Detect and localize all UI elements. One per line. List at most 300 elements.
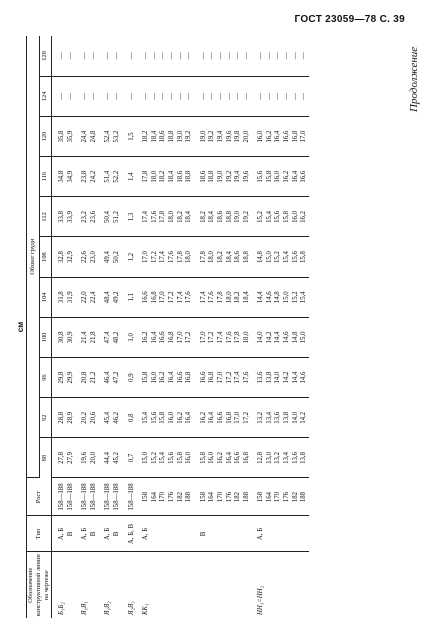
cell-value: 16,4 [150, 331, 158, 344]
cell-value: 15,6 [274, 210, 282, 223]
cell-value: 18,6 [176, 170, 184, 183]
cell-value: 49,2 [112, 291, 120, 304]
cell-value: — [234, 52, 242, 60]
value-cell [251, 277, 309, 317]
value-cell [194, 277, 252, 317]
cell-value: 16,8 [185, 371, 193, 384]
cell-value: 17,8 [234, 331, 242, 344]
cell-value: — [185, 52, 193, 60]
rost-value: 182 [176, 491, 184, 503]
cell-value: 19,4 [234, 170, 242, 183]
cell-value: 15,6 [167, 451, 175, 464]
cell-value: 48,4 [104, 291, 112, 304]
type-value: А, Б [257, 527, 265, 541]
cell-value: 1,4 [127, 172, 135, 181]
type-value: А, Б [142, 527, 150, 541]
cell-value: 17,0 [234, 411, 242, 424]
cell-value: 15,8 [142, 371, 150, 384]
value-cell [52, 76, 76, 116]
cell-value: 24,2 [89, 170, 97, 183]
rotated-table-container [16, 36, 408, 618]
row-type [75, 516, 98, 552]
cell-value: 16,0 [291, 210, 299, 223]
page-header: ГОСТ 23059—78 С. 39 [294, 14, 405, 25]
rost-value: 170 [216, 491, 224, 503]
row-type [52, 516, 76, 552]
cell-value: 14,4 [274, 331, 282, 344]
rost-value: 158—188 [58, 483, 65, 511]
cell-value: 18,8 [185, 170, 193, 183]
cell-value: 16,6 [176, 371, 184, 384]
cell-value: 50,4 [104, 210, 112, 223]
cell-value: 18,4 [167, 170, 175, 183]
value-cell [194, 36, 252, 76]
cell-value: — [150, 52, 158, 60]
row-rost [194, 478, 252, 516]
cell-value: 17,0 [300, 130, 308, 143]
cell-value: 18,4 [150, 130, 158, 143]
cell-value: 17,4 [142, 210, 150, 223]
value-cell [122, 237, 137, 277]
value-cell [122, 157, 137, 197]
row-type [122, 516, 137, 552]
value-cell [194, 357, 252, 397]
type-value: А, Б [58, 527, 65, 541]
cell-value: 16,0 [274, 170, 282, 183]
value-cell [98, 36, 121, 76]
rost-value: 164 [265, 491, 273, 503]
cell-value: 18,4 [242, 291, 250, 304]
cell-value: 16,0 [150, 371, 158, 384]
cell-value: 15,6 [257, 170, 265, 183]
table-row [136, 36, 194, 618]
value-cell [194, 438, 252, 478]
cell-value: 16,8 [291, 130, 299, 143]
value-cell [251, 438, 309, 478]
table-row [52, 36, 76, 618]
table-row [194, 36, 252, 618]
row-rost [122, 478, 137, 516]
value-cell [98, 277, 121, 317]
cell-value: 15,0 [265, 251, 273, 264]
cell-value: — [185, 92, 193, 100]
cell-value: 18,0 [150, 170, 158, 183]
cell-value: — [167, 52, 175, 60]
cell-value: 13,4 [265, 411, 273, 424]
cell-value: 13,4 [283, 451, 291, 464]
cell-value: 27,9 [66, 451, 74, 464]
cell-value: 23,8 [81, 170, 89, 183]
cell-value: 17,6 [185, 291, 193, 304]
header-girth-124: 124 [39, 76, 52, 116]
row-label: НН₁=НН₂ [257, 586, 265, 615]
cell-value: 18,2 [142, 130, 150, 143]
value-cell [75, 116, 98, 156]
cell-value: 18,0 [208, 251, 216, 264]
cell-value: 16,6 [142, 291, 150, 304]
value-cell [136, 76, 194, 116]
cell-value: 17,6 [150, 210, 158, 223]
cell-value: 14,2 [265, 331, 273, 344]
table-row [98, 36, 121, 618]
cell-value: — [104, 92, 112, 100]
cell-value: — [127, 92, 135, 100]
cell-value: — [142, 92, 150, 100]
cell-value: — [89, 52, 97, 60]
header-rost: Рост [27, 478, 52, 516]
type-value: В [89, 531, 97, 537]
value-cell [136, 116, 194, 156]
rost-value: 176 [225, 491, 233, 503]
cell-value: 15,4 [142, 411, 150, 424]
cell-value: 17,8 [142, 170, 150, 183]
cell-value: 47,4 [104, 331, 112, 344]
row-label: КК₁ [142, 603, 150, 615]
cell-value: 46,2 [112, 411, 120, 424]
row-rost [98, 478, 121, 516]
cell-value: 15,0 [300, 331, 308, 344]
value-cell [75, 277, 98, 317]
value-cell [75, 438, 98, 478]
cell-value: 16,8 [225, 411, 233, 424]
cell-value: — [167, 92, 175, 100]
cell-value: 18,6 [159, 130, 167, 143]
header-girth-88: 88 [39, 438, 52, 478]
cell-value: 20,6 [89, 411, 97, 424]
value-cell [136, 438, 194, 478]
table-row [251, 36, 309, 618]
cell-value: 17,4 [159, 251, 167, 264]
cell-value: 17,4 [216, 331, 224, 344]
value-cell [75, 36, 98, 76]
cell-value: 18,8 [208, 170, 216, 183]
unit-label: см [16, 321, 25, 333]
cell-value: 15,8 [199, 451, 207, 464]
cell-value: 29,9 [66, 371, 74, 384]
value-cell [52, 398, 76, 438]
cell-value: 16,4 [225, 451, 233, 464]
value-cell [251, 197, 309, 237]
cell-value: 16,6 [216, 411, 224, 424]
cell-value: 13,6 [257, 371, 265, 384]
cell-value: — [66, 52, 74, 60]
value-cell [98, 197, 121, 237]
value-cell [136, 277, 194, 317]
cell-value: 19,6 [225, 130, 233, 143]
cell-value: 14,6 [300, 371, 308, 384]
cell-value: — [234, 92, 242, 100]
cell-value: — [89, 92, 97, 100]
cell-value: 14,0 [274, 371, 282, 384]
value-cell [251, 116, 309, 156]
cell-value: — [81, 52, 89, 60]
cell-value: 17,8 [159, 210, 167, 223]
row-rost [75, 478, 98, 516]
cell-value: 15,8 [159, 411, 167, 424]
cell-value: 0,9 [127, 373, 135, 382]
cell-value: 16,6 [283, 130, 291, 143]
cell-value: 17,0 [159, 291, 167, 304]
cell-value: 16,0 [167, 411, 175, 424]
cell-value: 13,2 [274, 451, 282, 464]
rost-value: 158—188 [104, 483, 112, 511]
cell-value: — [58, 52, 65, 60]
cell-value: 15,8 [176, 451, 184, 464]
cell-value: 17,2 [167, 291, 175, 304]
cell-value: 18,6 [216, 210, 224, 223]
cell-value: 23,6 [89, 210, 97, 223]
cell-value: 35,8 [58, 130, 65, 143]
value-cell [52, 317, 76, 357]
value-cell [136, 237, 194, 277]
value-cell [98, 438, 121, 478]
cell-value: — [159, 52, 167, 60]
cell-value: 34,9 [66, 170, 74, 183]
value-cell [194, 237, 252, 277]
row-label: Б₁Б₂ [58, 602, 65, 615]
cell-value: — [257, 52, 265, 60]
table-row [122, 36, 137, 618]
cell-value: 18,2 [176, 210, 184, 223]
table-body [52, 36, 309, 618]
cell-value: 14,2 [283, 371, 291, 384]
cell-value: 33,9 [66, 210, 74, 223]
cell-value: 22,0 [81, 291, 89, 304]
header-group: Обхват груди [27, 36, 40, 478]
cell-value: — [242, 52, 250, 60]
cell-value: 1,3 [127, 212, 135, 222]
cell-value: — [66, 92, 74, 100]
value-cell [122, 197, 137, 237]
cell-value: 17,2 [150, 251, 158, 264]
header-girth-128: 128 [39, 36, 52, 76]
cell-value: 17,0 [216, 371, 224, 384]
cell-value: 16,6 [159, 331, 167, 344]
cell-value: 14,4 [257, 291, 265, 304]
cell-value: 53,2 [112, 130, 120, 143]
cell-value: 15,8 [300, 251, 308, 264]
row-type [136, 516, 194, 552]
value-cell [136, 398, 194, 438]
cell-value: 16,4 [274, 130, 282, 143]
cell-value: — [127, 52, 135, 60]
row-rost [136, 478, 194, 516]
cell-value: 14,8 [291, 331, 299, 344]
cell-value: 18,0 [167, 210, 175, 223]
cell-value: 16,8 [167, 331, 175, 344]
value-cell [98, 116, 121, 156]
cell-value: 22,6 [81, 251, 89, 264]
cell-value: — [199, 52, 207, 60]
value-cell [75, 76, 98, 116]
cell-value: 15,8 [265, 170, 273, 183]
cell-value: 18,6 [199, 170, 207, 183]
value-cell [251, 398, 309, 438]
cell-value: 13,6 [291, 451, 299, 464]
cell-value: 24,8 [89, 130, 97, 143]
cell-value: 18,6 [234, 251, 242, 264]
value-cell [251, 317, 309, 357]
cell-value: 19,0 [199, 130, 207, 143]
cell-value: — [58, 92, 65, 100]
cell-value: 14,0 [257, 331, 265, 344]
cell-value: 18,2 [199, 210, 207, 223]
cell-value: 16,2 [300, 210, 308, 223]
value-cell [251, 76, 309, 116]
cell-value: 20,8 [81, 371, 89, 384]
header-girth-104: 104 [39, 277, 52, 317]
rost-value: 164 [150, 491, 158, 503]
cell-value: 28,8 [58, 411, 65, 424]
cell-value: 19,6 [242, 170, 250, 183]
cell-value: 52,2 [112, 170, 120, 183]
value-cell [98, 157, 121, 197]
cell-value: 1,0 [127, 333, 135, 342]
cell-value: 16,0 [257, 130, 265, 143]
value-cell [75, 398, 98, 438]
cell-value: 15,2 [291, 291, 299, 304]
cell-value: — [225, 92, 233, 100]
value-cell [122, 398, 137, 438]
cell-value: 15,0 [283, 291, 291, 304]
type-value: В [199, 531, 207, 537]
cell-value: 16,4 [167, 371, 175, 384]
rost-value: 182 [291, 491, 299, 503]
cell-value: 14,2 [300, 411, 308, 424]
cell-value: 16,8 [242, 451, 250, 464]
cell-value: 27,8 [58, 451, 65, 464]
cell-value: 14,8 [257, 251, 265, 264]
cell-value: 15,4 [283, 251, 291, 264]
cell-value: 16,6 [199, 371, 207, 384]
cell-value: 16,2 [216, 451, 224, 464]
value-cell [98, 357, 121, 397]
cell-value: — [150, 92, 158, 100]
value-cell [98, 76, 121, 116]
value-cell [75, 157, 98, 197]
cell-value: 23,0 [89, 251, 97, 264]
value-cell [52, 36, 76, 76]
cell-value: 13,6 [274, 411, 282, 424]
table-row [75, 36, 98, 618]
rost-value: 170 [159, 491, 167, 503]
cell-value: 19,2 [242, 210, 250, 223]
row-label: Я₁Я₁ [81, 601, 89, 615]
cell-value: 19,0 [216, 170, 224, 183]
header-girth-120: 120 [39, 116, 52, 156]
cell-value: 21,2 [89, 371, 97, 384]
cell-value: 18,2 [234, 291, 242, 304]
cell-value: 32,9 [66, 251, 74, 264]
cell-value: 17,8 [199, 251, 207, 264]
cell-value: 18,0 [225, 291, 233, 304]
cell-value: 16,2 [265, 130, 273, 143]
cell-value: 49,4 [104, 251, 112, 264]
cell-value: 24,4 [81, 130, 89, 143]
cell-value: — [142, 52, 150, 60]
value-cell [194, 157, 252, 197]
value-cell [122, 116, 137, 156]
cell-value: 19,8 [234, 130, 242, 143]
header-girth-100: 100 [39, 317, 52, 357]
cell-value: 23,2 [81, 210, 89, 223]
cell-value: 52,4 [104, 130, 112, 143]
cell-value: — [199, 92, 207, 100]
value-cell [136, 157, 194, 197]
cell-value: 22,4 [89, 291, 97, 304]
cell-value: 31,8 [58, 291, 65, 304]
header-girth-96: 96 [39, 357, 52, 397]
cell-value: 16,2 [199, 411, 207, 424]
value-cell [251, 36, 309, 76]
cell-value: — [274, 92, 282, 100]
cell-value: 16,8 [208, 371, 216, 384]
type-value: В [66, 531, 74, 537]
type-value: А, Б [81, 527, 89, 541]
cell-value: 15,8 [283, 210, 291, 223]
type-value: А, Б, В [127, 523, 135, 545]
cell-value: 17,6 [242, 371, 250, 384]
header-girth-108: 108 [39, 237, 52, 277]
cell-value: 51,4 [104, 170, 112, 183]
cell-value: — [242, 92, 250, 100]
cell-value: 16,4 [208, 411, 216, 424]
row-label: Я₂Я₃ [127, 601, 135, 615]
cell-value: 17,2 [208, 331, 216, 344]
rost-value: 158—188 [89, 483, 97, 511]
header-label: Обозначение конструктивной линии на чертеже [27, 552, 52, 618]
cell-value: 16,0 [185, 451, 193, 464]
cell-value: 16,8 [150, 291, 158, 304]
value-cell [75, 237, 98, 277]
value-cell [75, 357, 98, 397]
cell-value: 17,2 [225, 371, 233, 384]
rost-value: 176 [167, 491, 175, 503]
cell-value: 0,7 [127, 453, 135, 463]
rost-value: 188 [300, 491, 308, 503]
cell-value: 28,9 [66, 411, 74, 424]
row-rost [251, 478, 309, 516]
cell-value: — [291, 92, 299, 100]
type-value: В [112, 531, 120, 537]
value-cell [136, 36, 194, 76]
cell-value: — [265, 52, 273, 60]
cell-value: 18,4 [208, 210, 216, 223]
value-cell [98, 317, 121, 357]
value-cell [52, 197, 76, 237]
cell-value: 1,2 [127, 252, 135, 262]
value-cell [122, 76, 137, 116]
value-cell [122, 317, 137, 357]
cell-value: 18,4 [225, 251, 233, 264]
row-rost [52, 478, 76, 516]
rost-value: 158 [257, 491, 265, 503]
cell-value: 16,2 [283, 170, 291, 183]
continuation-label: Продолжение [408, 46, 420, 112]
cell-value: 29,8 [58, 371, 65, 384]
cell-value: 35,9 [66, 130, 74, 143]
cell-value: 13,8 [300, 451, 308, 464]
header-girth-92: 92 [39, 398, 52, 438]
cell-value: 16,2 [142, 331, 150, 344]
cell-value: — [176, 52, 184, 60]
row-type [251, 516, 309, 552]
cell-value: 19,4 [216, 130, 224, 143]
cell-value: 21,8 [89, 331, 97, 344]
cell-value: 47,2 [112, 371, 120, 384]
value-cell [136, 317, 194, 357]
cell-value: 17,4 [199, 291, 207, 304]
